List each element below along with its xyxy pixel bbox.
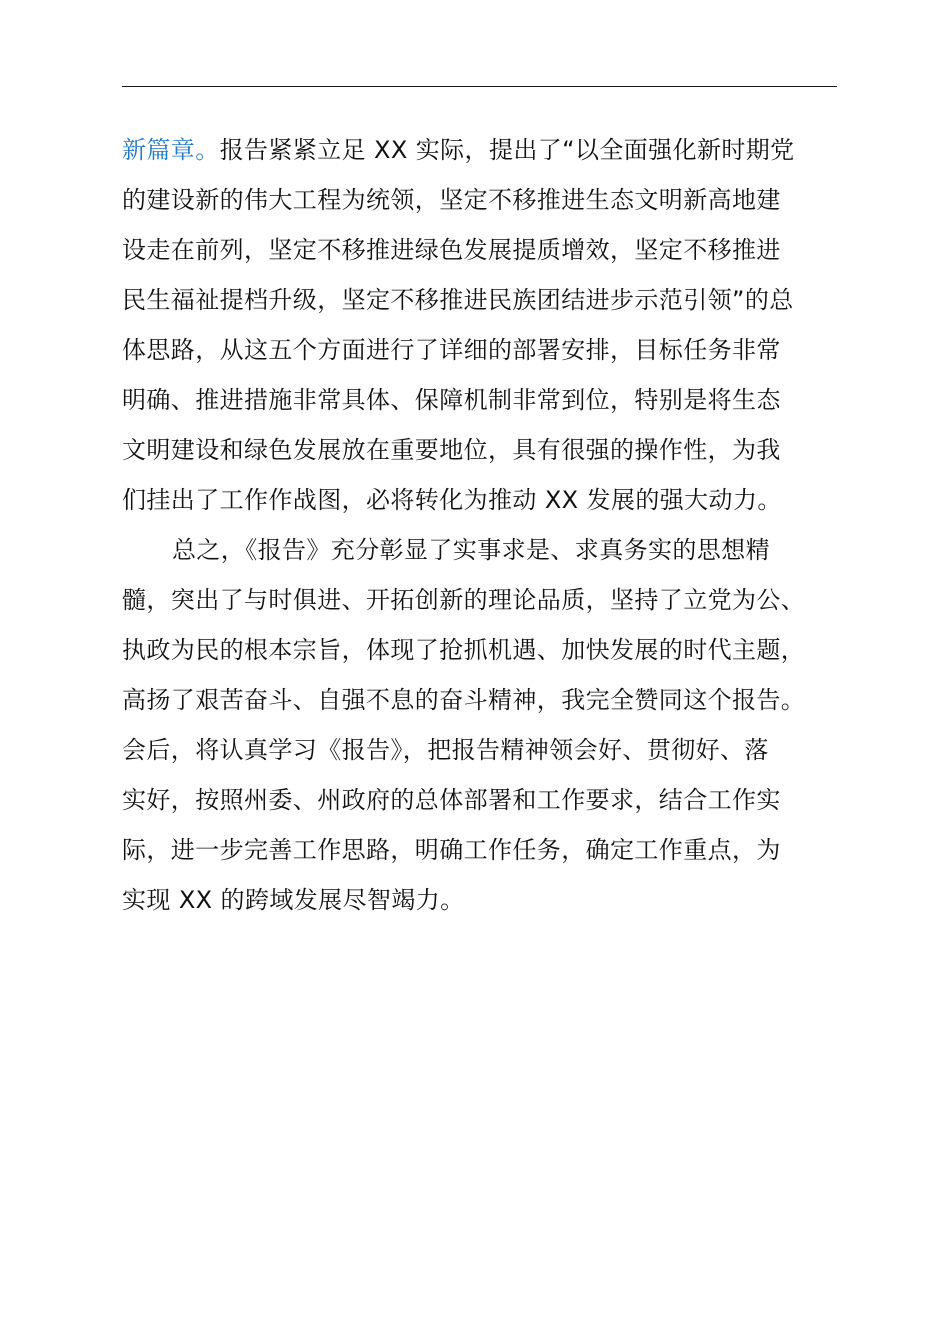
- text-line: 髓，突出了与时俱进、开拓创新的理论品质，坚持了立党为公、: [122, 586, 806, 614]
- text-line: 高扬了艰苦奋斗、自强不息的奋斗精神，我完全赞同这个报告。: [122, 686, 806, 714]
- text-line: 实现 XX 的跨域发展尽智竭力。: [122, 886, 465, 914]
- paragraph-2: [122, 525, 862, 925]
- text-line: 们挂出了工作作战图，必将转化为推动 XX 发展的强大动力。: [122, 486, 782, 514]
- text-line: 实好，按照州委、州政府的总体部署和工作要求，结合工作实: [122, 786, 781, 814]
- text-line: 文明建设和绿色发展放在重要地位，具有很强的操作性，为我: [122, 436, 781, 464]
- header-rule: [122, 86, 837, 87]
- text-line: [122, 125, 862, 175]
- text-line: 设走在前列，坚定不移推进绿色发展提质增效，坚定不移推进: [122, 236, 781, 264]
- document-body: [122, 125, 862, 925]
- text-line: 体思路，从这五个方面进行了详细的部署安排，目标任务非常: [122, 336, 781, 364]
- paragraph-1: [122, 125, 862, 525]
- text-line: 的建设新的伟大工程为统领，坚定不移推进生态文明新高地建: [122, 186, 781, 214]
- text-line: 会后，将认真学习《报告》，把报告精神领会好、贯彻好、落: [122, 736, 769, 764]
- text-line: 执政为民的根本宗旨，体现了抢抓机遇、加快发展的时代主题，: [122, 636, 806, 664]
- text-line: 际，进一步完善工作思路，明确工作任务，确定工作重点，为: [122, 836, 781, 864]
- text-line: 明确、推进措施非常具体、保障机制非常到位，特别是将生态: [122, 386, 781, 414]
- highlighted-phrase: 新篇章。: [122, 136, 220, 164]
- text-line: 总之，《报告》充分彰显了实事求是、求真务实的思想精: [172, 536, 770, 564]
- line-text: 报告紧紧立足 XX 实际，提出了“以全面强化新时期党: [219, 136, 795, 164]
- text-line: 民生福祉提档升级，坚定不移推进民族团结进步示范引领”的总: [122, 286, 794, 314]
